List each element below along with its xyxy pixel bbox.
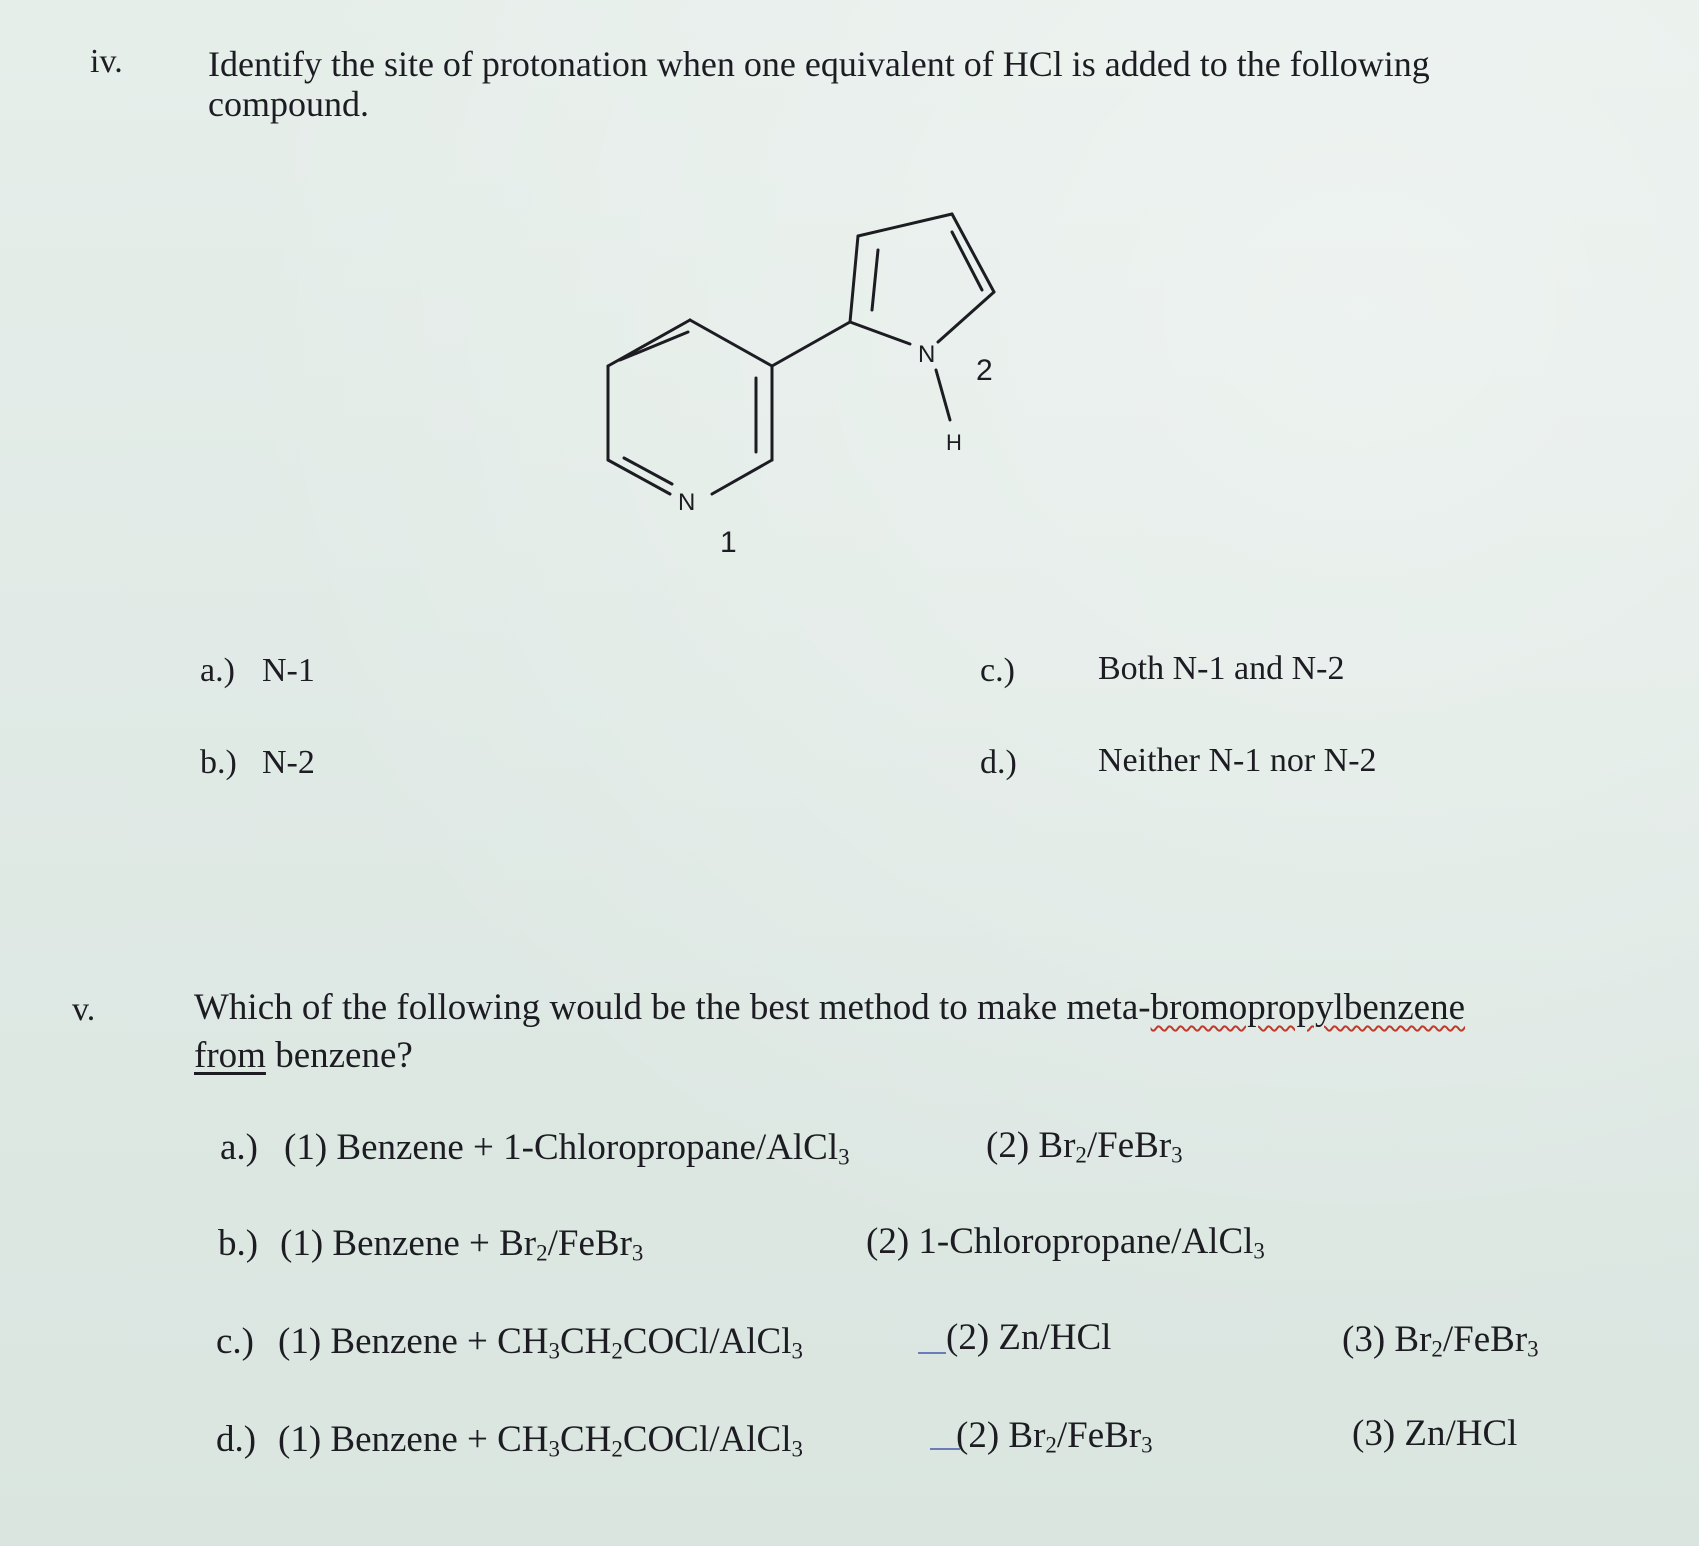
v-option-c-step1: (1) Benzene + $CH_3CH_2COCl/AlCl_3$ [278, 1321, 803, 1364]
pyrrole-bond [858, 214, 952, 236]
v-option-d-step2: (2) $Br_2/FeBr_3$ [956, 1415, 1153, 1458]
label-2: 2 [976, 354, 993, 387]
pyrrole-bond [952, 214, 994, 292]
pyrrole-bond [850, 236, 858, 322]
option-a-text: N-1 [262, 652, 315, 689]
n-h-bond [936, 370, 950, 420]
label-1: 1 [720, 526, 737, 559]
ring-connection-bond [772, 322, 850, 366]
option-d-text: Neither N-1 nor N-2 [1098, 742, 1377, 779]
v-option-a-step2: (2) $Br_2/FeBr_3$ [986, 1125, 1183, 1168]
option-b-letter: b.) [200, 744, 237, 781]
atom-n2: N [918, 341, 936, 368]
v-option-d-step3: (3) Zn/HCl [1352, 1413, 1518, 1454]
atom-h: H [946, 430, 962, 455]
question-v-text-line2 [194, 1036, 413, 1076]
question-iv-text-line2: compound. [208, 84, 369, 124]
v-option-b-letter: b.) [218, 1223, 259, 1264]
question-v-line2-a: from [194, 1035, 266, 1076]
option-a-letter: a.) [200, 652, 235, 689]
question-iv-text-line1: Identify the site of protonation when one equivalent of HCl is added to the following [208, 44, 1430, 84]
option-c-letter: c.) [980, 652, 1015, 689]
pyrrole-bond [938, 292, 994, 342]
question-iv-number: iv. [90, 43, 123, 80]
v-option-c-step2: (2) Zn/HCl [946, 1317, 1112, 1358]
question-v-number: v. [72, 991, 96, 1028]
pyridine-bond [712, 460, 772, 494]
v-option-a-step1: (1) Benzene + 1-Chloropropane/AlCl$_3$ [284, 1127, 850, 1170]
question-v-line2-b: benzene? [265, 1035, 413, 1076]
v-option-d-letter: d.) [216, 1419, 257, 1460]
option-d-letter: d.) [980, 744, 1017, 781]
pyrrole-bond [850, 322, 910, 344]
question-v-line1-a: Which of the following would be the best method to make meta- [194, 987, 1151, 1028]
pyridine-bond [690, 320, 772, 366]
v-option-b-step1: (1) Benzene + $Br_2/FeBr_3$ [280, 1223, 644, 1266]
v-option-d-step1: (1) Benzene + $CH_3CH_2COCl/AlCl_3$ [278, 1419, 803, 1462]
atom-n1: N [678, 489, 696, 516]
spellcheck-word: bromopropylbenzene [1150, 987, 1466, 1028]
dotted-leader [918, 1352, 946, 1354]
v-option-c-step3: (3) $Br_2/FeBr_3$ [1342, 1319, 1539, 1362]
option-c-text: Both N-1 and N-2 [1098, 650, 1345, 687]
v-option-a-letter: a.) [220, 1127, 258, 1168]
v-option-c-letter: c.) [216, 1321, 254, 1362]
question-v-text-line1 [194, 988, 1465, 1028]
v-option-b-step2: (2) 1-Chloropropane/AlCl$_3$ [866, 1221, 1265, 1264]
option-b-text: N-2 [262, 744, 315, 781]
pyrrole-double-bond [872, 250, 878, 310]
pyridine-double-bond [620, 332, 688, 360]
pyridine-double-bond [624, 458, 672, 484]
